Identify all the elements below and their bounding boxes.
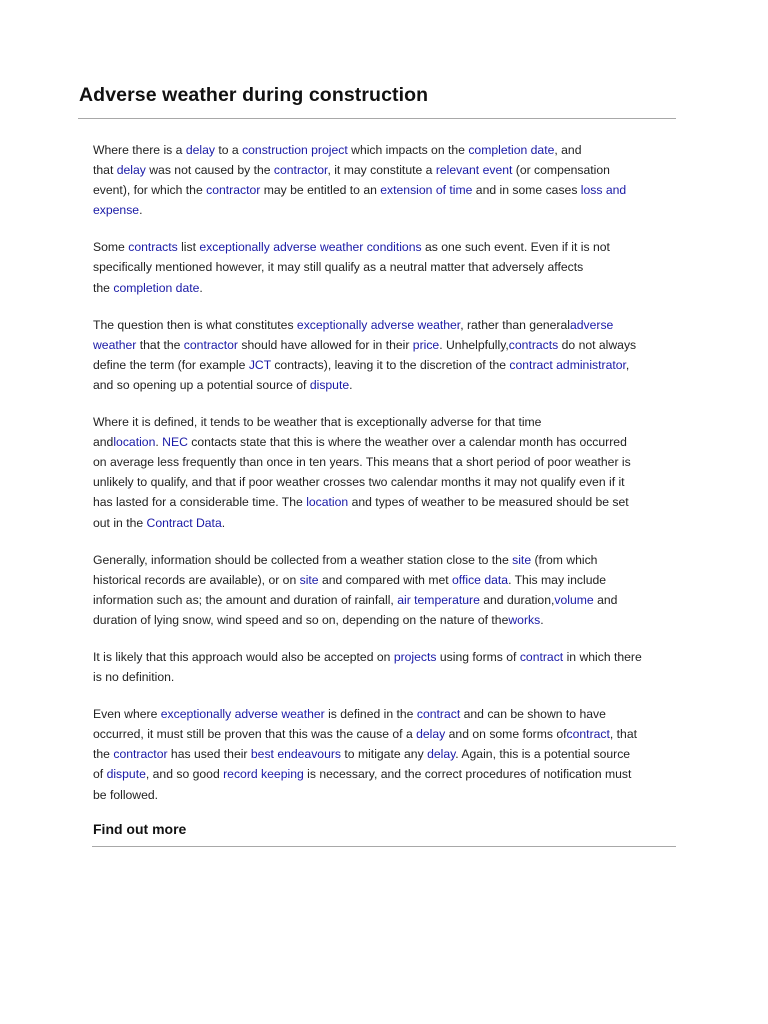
text-run: Some <box>93 240 129 255</box>
inline-link[interactable]: projects <box>393 649 437 664</box>
inline-link[interactable]: air temperature <box>397 592 480 607</box>
text-run: It is likely that this approach would also be accepted on <box>93 649 394 664</box>
paragraph-line <box>93 764 673 784</box>
find-out-more-heading: Find out more <box>93 821 187 837</box>
subheading-divider <box>92 846 676 847</box>
text-run: is necessary, and the correct procedures of notification must <box>303 767 632 782</box>
inline-link[interactable]: completion date <box>468 143 555 157</box>
paragraph-line <box>93 200 673 220</box>
text-run: (or compensation <box>512 163 610 178</box>
inline-link[interactable]: record keeping <box>223 767 304 782</box>
inline-link[interactable]: location <box>306 495 349 510</box>
text-run: . <box>221 515 226 530</box>
text-run: has lasted for a considerable time. The <box>93 495 307 510</box>
text-run: historical records are available), or on <box>93 572 300 587</box>
article-body <box>93 140 673 822</box>
text-run: be followed. <box>93 787 159 802</box>
text-run: duration of lying snow, wind speed and so on, depending on the nature of the <box>93 612 509 627</box>
text-run: and <box>593 592 618 607</box>
inline-link[interactable]: contractor <box>183 337 238 352</box>
inline-link[interactable]: contract <box>416 707 461 722</box>
paragraph-line <box>93 667 673 687</box>
paragraph <box>93 315 673 395</box>
inline-link[interactable]: location <box>113 435 156 450</box>
paragraph-line <box>93 432 673 452</box>
paragraph-line <box>93 513 673 533</box>
text-run: . This may include <box>508 572 607 587</box>
inline-link[interactable]: adverse <box>569 317 614 332</box>
text-run: and in some cases <box>472 183 581 198</box>
inline-link[interactable]: delay <box>427 747 456 762</box>
text-run: has used their <box>167 747 251 762</box>
text-run: and types of weather to be measured should be set <box>348 495 629 510</box>
inline-link[interactable]: construction project <box>242 143 348 157</box>
text-run: the <box>93 747 114 762</box>
text-run: using forms of <box>436 649 520 664</box>
text-run: that <box>93 163 117 178</box>
paragraph <box>93 704 673 804</box>
text-run: event), for which the <box>93 183 207 198</box>
paragraph <box>93 140 673 220</box>
text-run: may be entitled to an <box>260 183 381 198</box>
text-run: , and <box>554 143 582 157</box>
inline-link[interactable]: dispute <box>106 767 146 782</box>
inline-link[interactable]: contract <box>519 649 564 664</box>
paragraph-line <box>93 724 673 744</box>
inline-link[interactable]: delay <box>416 727 446 742</box>
paragraph-line <box>93 472 673 492</box>
text-run: Even where <box>93 707 161 722</box>
paragraph-line <box>93 704 673 724</box>
text-run: which impacts on the <box>347 143 469 157</box>
inline-link[interactable]: price <box>412 337 440 352</box>
inline-link[interactable]: contracts <box>128 240 178 255</box>
inline-link[interactable]: delay <box>185 143 215 157</box>
paragraph-line <box>93 610 673 630</box>
inline-link[interactable]: delay <box>116 163 146 178</box>
paragraph-line <box>93 785 673 805</box>
text-run: . <box>540 612 544 627</box>
inline-link[interactable]: JCT <box>248 357 271 372</box>
paragraph-line <box>93 278 673 298</box>
paragraph <box>93 412 673 533</box>
text-run: . <box>349 377 353 392</box>
paragraph-line <box>93 412 673 432</box>
text-run: Generally, information should be collected from a weather station close to the <box>93 552 513 567</box>
text-run: Where it is defined, it tends to be weather that is exceptionally adverse for that time <box>93 415 542 430</box>
inline-link[interactable]: weather <box>93 337 137 352</box>
text-run: contacts state that this is where the weather over a calendar month has occurred <box>187 435 627 450</box>
paragraph-line <box>93 180 673 200</box>
text-run: . <box>139 203 143 218</box>
paragraph-line <box>93 492 673 512</box>
inline-link[interactable]: office data <box>452 572 509 587</box>
text-run: , rather than general <box>460 317 570 332</box>
paragraph-line <box>93 550 673 570</box>
text-run: list <box>177 240 200 255</box>
inline-link[interactable]: Contract Data <box>146 515 222 530</box>
text-run: Where there is a <box>93 143 186 157</box>
inline-link[interactable]: site <box>512 552 532 567</box>
text-run: , that <box>609 727 637 742</box>
paragraph <box>93 550 673 630</box>
text-run: and can be shown to have <box>460 707 606 722</box>
text-run: on average less frequently than once in ten years. This means that a short period of poor weather is <box>93 455 631 470</box>
page-title: Adverse weather during construction <box>79 84 429 106</box>
paragraph-line <box>93 452 673 472</box>
text-run: , it may constitute a <box>327 163 436 178</box>
inline-link[interactable]: exceptionally adverse weather conditions <box>199 240 422 255</box>
text-run: and so opening up a potential source of <box>93 377 310 392</box>
text-run: , <box>625 357 630 372</box>
text-run: was not caused by the <box>145 163 274 178</box>
inline-link[interactable]: dispute <box>309 377 350 392</box>
text-run: unlikely to qualify, and that if poor weather crosses two calendar months it may not qualify even if it <box>93 475 625 490</box>
inline-link[interactable]: volume <box>554 592 594 607</box>
text-run: the <box>93 280 114 295</box>
paragraph-line <box>93 257 673 277</box>
text-run: , and so good <box>145 767 224 782</box>
text-run: and duration, <box>479 592 555 607</box>
text-run: define the term (for example <box>93 357 249 372</box>
inline-link[interactable]: loss and <box>580 183 627 198</box>
paragraph-line <box>93 237 673 257</box>
text-run: occurred, it must still be proven that this was the cause of a <box>93 727 417 742</box>
text-run: specifically mentioned however, it may still qualify as a neutral matter that adversely affects <box>93 260 584 275</box>
text-run: that the <box>136 337 184 352</box>
inline-link[interactable]: expense <box>93 203 140 218</box>
text-run: (from which <box>531 552 598 567</box>
text-run: is no definition. <box>93 670 175 685</box>
text-run: out in the <box>93 515 147 530</box>
text-run: is defined in the <box>324 707 417 722</box>
inline-link[interactable]: contractor <box>206 183 261 198</box>
text-run: to a <box>214 143 243 157</box>
text-run: to mitigate any <box>341 747 428 762</box>
text-run: contracts), leaving it to the discretion of the <box>270 357 510 372</box>
paragraph-line <box>93 647 673 667</box>
text-run: should have allowed for in their <box>238 337 413 352</box>
inline-link[interactable]: best endeavours <box>250 747 342 762</box>
text-run: . Unhelpfully, <box>439 337 509 352</box>
inline-link[interactable]: contractor <box>113 747 168 762</box>
paragraph-line <box>93 315 673 335</box>
paragraph-line <box>93 140 673 160</box>
text-run: . Again, this is a potential source <box>455 747 631 762</box>
paragraph <box>93 237 673 297</box>
inline-link[interactable]: completion date <box>113 280 200 295</box>
inline-link[interactable]: exceptionally adverse weather <box>296 317 461 332</box>
paragraph-line <box>93 335 673 355</box>
title-divider <box>78 118 676 119</box>
inline-link[interactable]: contractor <box>273 163 328 178</box>
inline-link[interactable]: NEC <box>162 435 188 450</box>
paragraph-line <box>93 590 673 610</box>
inline-link[interactable]: contracts <box>508 337 559 352</box>
text-run: do not always <box>558 337 637 352</box>
text-run: as one such event. Even if it is not <box>421 240 610 255</box>
paragraph <box>93 647 673 687</box>
text-run: and <box>93 435 114 450</box>
inline-link[interactable]: extension of time <box>380 183 473 198</box>
text-run: information such as; the amount and duration of rainfall, <box>93 592 398 607</box>
inline-link[interactable]: relevant event <box>435 163 513 178</box>
text-run: of <box>93 767 107 782</box>
text-run: The question then is what constitutes <box>93 317 297 332</box>
paragraph-line <box>93 355 673 375</box>
inline-link[interactable]: contract administrator <box>509 357 626 372</box>
inline-link[interactable]: exceptionally adverse weather <box>160 707 325 722</box>
text-run: in which there <box>563 649 642 664</box>
paragraph-line <box>93 744 673 764</box>
paragraph-line <box>93 160 673 180</box>
paragraph-line <box>93 375 673 395</box>
text-run: and compared with met <box>318 572 453 587</box>
text-run: . <box>199 280 203 295</box>
paragraph-line <box>93 570 673 590</box>
inline-link[interactable]: site <box>299 572 319 587</box>
inline-link[interactable]: contract <box>566 727 610 742</box>
inline-link[interactable]: works <box>508 612 541 627</box>
text-run: and on some forms of <box>445 727 567 742</box>
text-run: . <box>155 435 163 450</box>
